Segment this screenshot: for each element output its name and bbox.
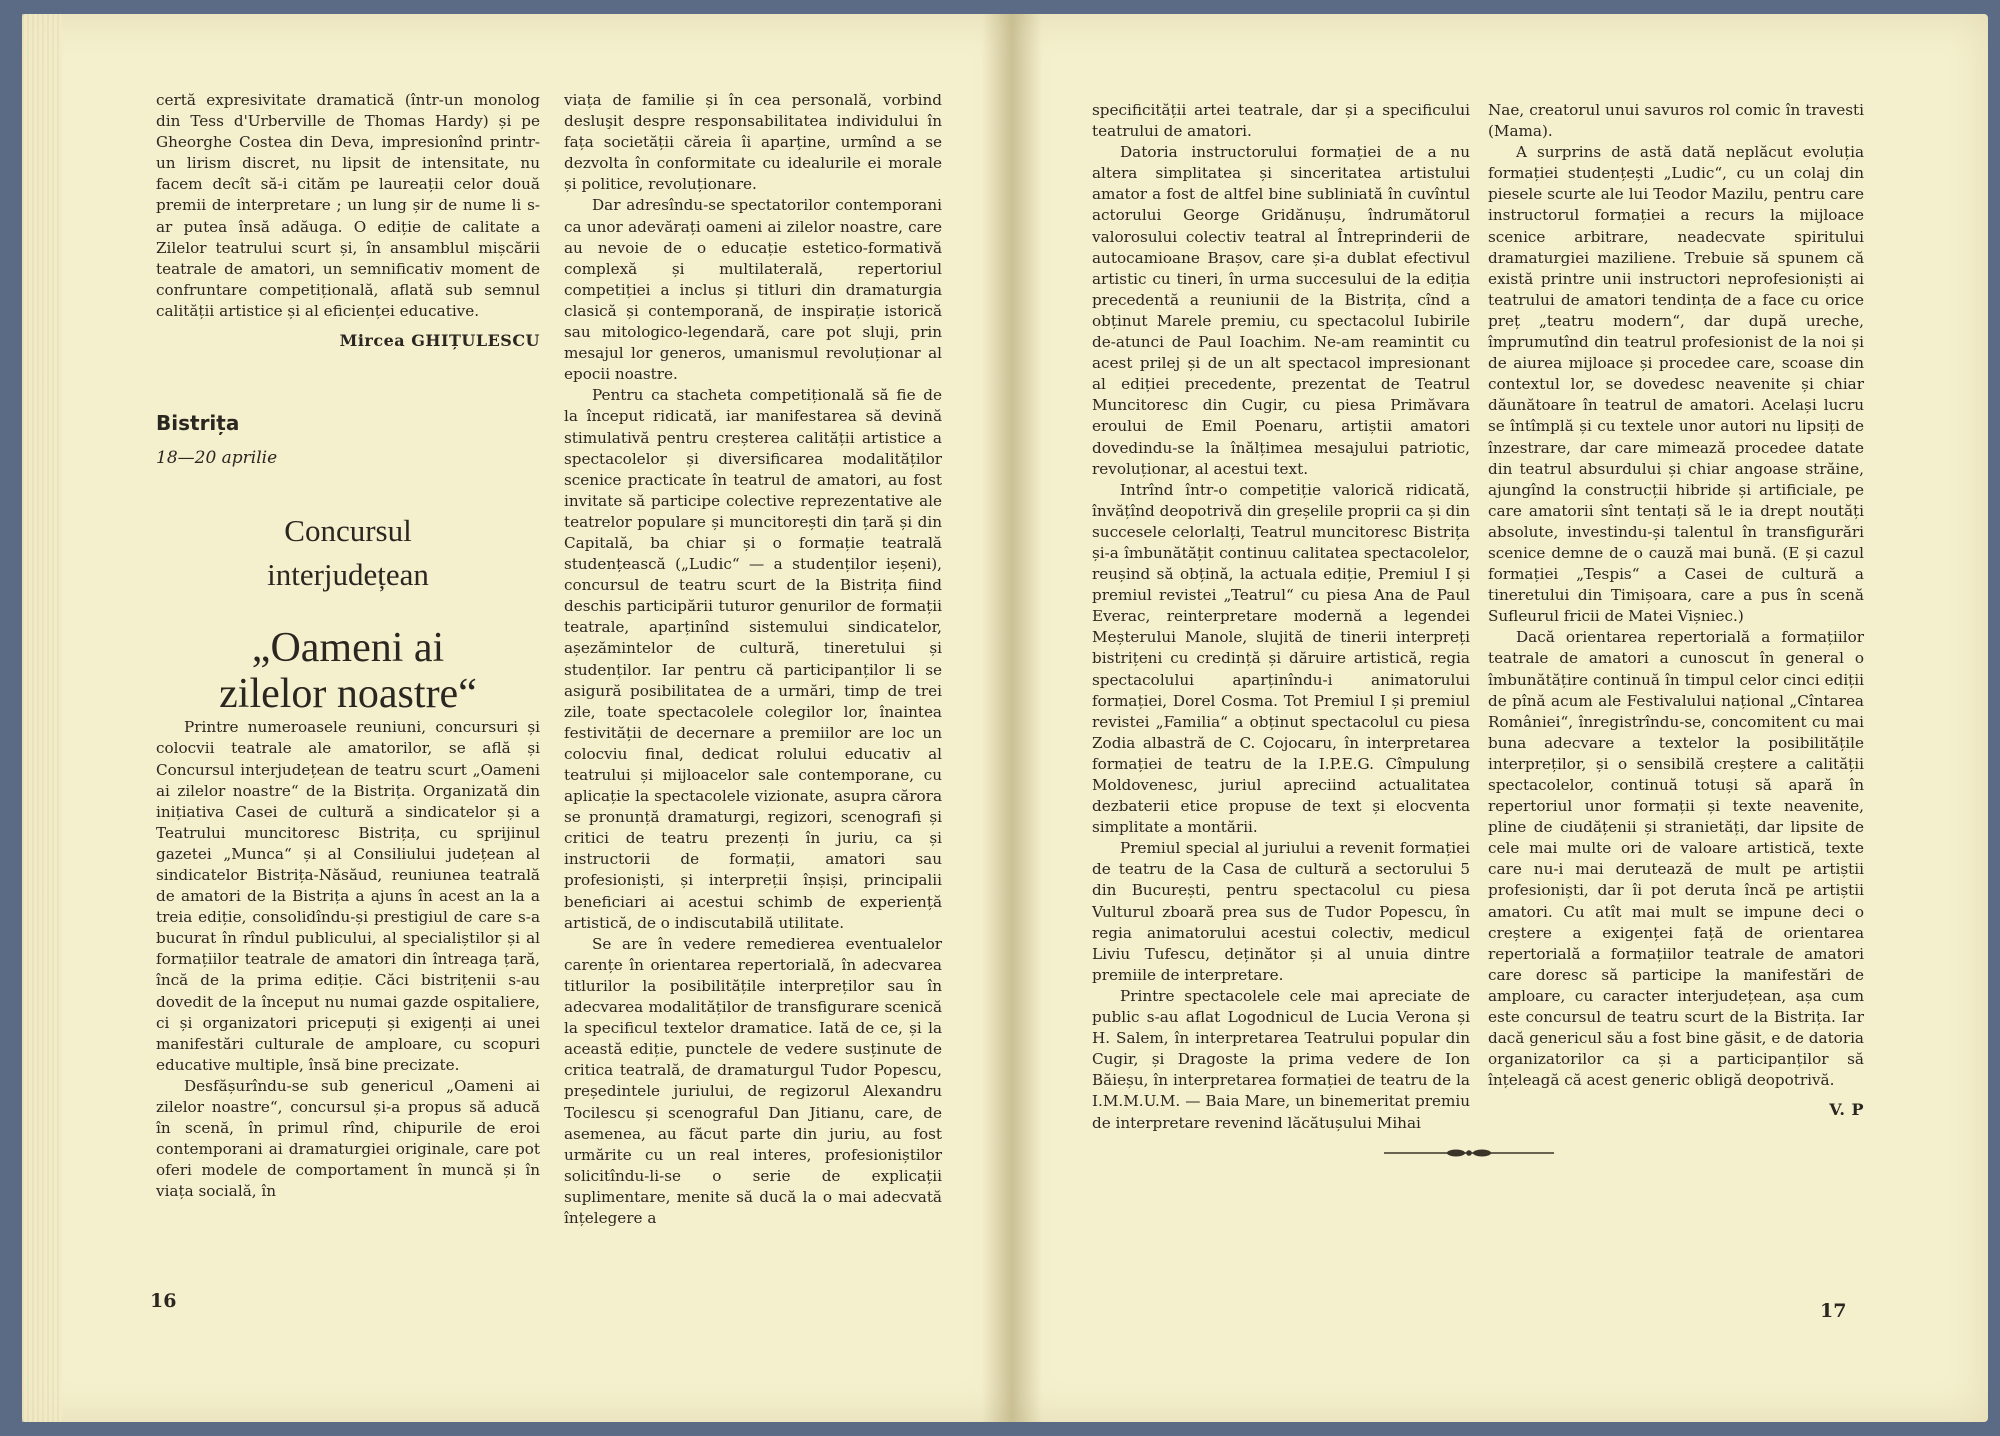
right-page — [1012, 14, 1988, 1422]
article-paragraph: Printre numeroasele reuniuni, concursuri și colocvii teatrale ale amatorilor, se află și Concursul interjudețean de teatru scurt „Oameni ai zilelor noastre“ de la Bistrița. Organizată din inițiativa Casei de cultură a sindicatelor și a Teatrului muncitoresc Bistrița, cu sprijinul gazetei „Munca“ și al Consiliului județean al sindicatelor Bistrița-Năsăud, reuniunea teatrală de amatori de la Bistrița a ajuns în acest an la a treia ediție, consolidîndu-și prestigiul de care s-a bucurat în rîndul publicului, al specialiștilor și al formațiilor teatrale de amatori din întreaga țară, încă de la prima ediție. Căci bistrițenii s-au dovedit de la început nu numai gazde ospitaliere, ci și organizatori pricepuți și exigenți ai unei manifestări culturale de amploare, cu scopuri educative multiple, însă bine precizate. — [156, 718, 540, 1074]
gutter-shadow — [1012, 14, 1042, 1422]
column-2 — [564, 90, 942, 1229]
article-paragraph: Nae, creatorul unui savuros rol comic în travesti (Mama). — [1488, 101, 1864, 141]
article-paragraph: specificității artei teatrale, dar și a specificului teatrului de amatori. — [1092, 101, 1470, 141]
title-line-4: zilelor noastre“ — [219, 671, 477, 718]
article-paragraph: Pentru ca stacheta competițională să fie de la început ridicată, iar manifestarea să devină stimulativă pentru creșterea calității artistice a spectacolelor și diversificarea modalităților scenice practicate în teatrul de amatori, au fost invitate să participe colective reprezentative ale teatrelor populare și muncitorești din țară și din Capitală, ba chiar și o formație teatrală studențească („Ludic“ — a studenților ieșeni), concursul de teatru scurt de la Bistrița fiind deschis participării tuturor genurilor de formații teatrale, aparținînd sistemului sindicatelor, așezămintelor de cultură, tineretului și studenților. Iar pentru că participanților li se asigură posibilitatea de a urmări, timp de trei zile, toate spectacolele colegilor lor, înaintea festivității de decernare a premiilor are loc un colocviu final, dedicat rolului educativ al teatrului și mijloacelor sale contemporane, cu aplicație la spectacolele vizionate, asupra cărora se pronunță dramaturgi, regizori, scenografi și critici de teatru prezenți în juriu, ca și instructorii de formații, amatori sau profesioniști, și interpreții înșiși, principalii beneficiari ai acestui schimb de experiență artistică, de o indiscutabilă utilitate. — [564, 386, 942, 932]
left-page — [22, 14, 1012, 1422]
page-number: 17 — [1820, 1300, 1847, 1322]
article-paragraph: Printre spectacolele cele mai apreciate de public s-au aflat Logodnicul de Lucia Verona și H. Salem, în interpretarea Teatrului popular din Cugir, și Dragoste la prima vedere de Ion Băieșu, în interpretarea formației de teatru de la I.M.M.U.M. — Baia Mare, un binemeritat premiu de interpretare revenind lăcătușului Mihai — [1092, 986, 1470, 1132]
article-paragraph: A surprins de astă dată neplăcut evoluția formației studențești „Ludic“, cu un colaj din piesele scurte ale lui Teodor Mazilu, pentru care instructorul formației a recurs la mijloace scenice arbitrare, neadecvate spiritului dramaturgiei maziliene. Trebuie să spunem că există printre unii instructori neprofesioniști ai teatrului de amatori tendința de a face cu orice preț „teatru modern“, dar după ureche, împrumutînd din teatrul profesionist de la noi și de aiurea mijloace și procedee care, scoase din contextul lor, se dovedesc neavenite și chiar dăunătoare în teatrul de amatori. Același lucru se întîmplă și cu textele unor autori nu lipsiți de înzestrare, dar care mimează procedee datate din teatrul absurdului și chiar angoase străine, ajungînd la construcții hibride și artificiale, pe care amatorii sînt tentați să le ia drept noutăți absolute, investindu-și talentul în transfigurări scenice demne de o cauză mai bună. (E și cazul formației „Tespis“ a Casei de cultură a tineretului din Timișoara, care a pus în scenă Sufleurul fricii de Matei Vișniec.) — [1488, 143, 1864, 626]
title-line-2: interjudețean — [267, 557, 429, 593]
author-signature: Mircea GHIȚULESCU — [339, 331, 540, 351]
title-line-3: „Oameni ai — [251, 625, 445, 672]
section-date: 18—20 aprilie — [156, 448, 278, 469]
article-paragraph: Dacă orientarea repertorială a formațiilor teatrale de amatori a cunoscut în general o îmbunătățire continuă în timpul celor cinci ediții de pînă acum ale Festivalului național „Cîntarea României“, înregistrîndu-se, concomitent cu mai buna adecvare a textelor la posibilitățile interpreților, și o sensibilă creștere a calității spectacolelor, continuă totuși să apară în repertoriul unor formații și texte neavenite, pline de ciudățenii și stranietăți, dar lipsite de cele mai multe ori de valoare artistică, texte care nu-i mai derutează de mult pe artiștii profesioniști, dar îi pot deruta încă pe artiștii amatori. Cu atît mai mult se impune deci o creștere a exigenței față de orientarea repertorială a formațiilor teatrale de amatori care doresc să participe la manifestări de amploare, cu caracter interjudețean, așa cum este concursul de teatru scurt de la Bistrița. Iar dacă genericul său a fost bine găsit, e de datoria organizatorilor ca și a participanților să înțeleagă că acest generic obligă deopotrivă. — [1488, 628, 1864, 1090]
page-number: 16 — [150, 1290, 177, 1312]
article-paragraph: Dar adresîndu-se spectatorilor contemporani ca unor adevărați oameni ai zilelor noastre, care au nevoie de o educație estetico-formativă complexă și multilaterală, repertoriul competiției a inclus și titluri din dramaturgia clasică și contemporană, de inspirație istorică sau mitologico-legendară, care pot sluji, prin mesajul lor generos, umanismul revoluționar al epocii noastre. — [564, 196, 942, 384]
article-paragraph: Desfășurîndu-se sub genericul „Oameni ai zilelor noastre“, concursul și-a propus să aducă în scenă, în primul rînd, chipurile de eroi contemporani ai dramaturgiei originale, care pot oferi modele de comportament în muncă și în viața socială, în — [156, 1076, 540, 1201]
page-edge — [22, 14, 62, 1422]
article-paragraph: Premiul special al juriului a revenit formației de teatru de la Casa de cultură a sectorului 5 din București, pentru spectacolul cu piesa Vulturul zboară prea sus de Tudor Popescu, în regia animatorului acestui colectiv, medicul Liviu Tufescu, deținător și al unuia dintre premiile de interpretare. — [1092, 839, 1470, 984]
section-city-heading: Bistrița — [156, 411, 240, 436]
article-paragraph: Datoria instructorului formației de a nu altera simplitatea și sinceritatea artistului amator a fost de altfel bine subliniată în cuvîntul actorului George Gridănușu, îndrumătorul valorosului colectiv teatral al Întreprinderii de autocamioane Brașov, care și-a dublat efectivul artistic cu tineri, în urma succesului de la ediția precedentă a reuniunii de la Bistrița, cînd a obținut Marele premiu, cu spectacolul Iubirile de-atunci de Paul Ioachim. Ne-am reamintit cu acest prilej și de un alt spectacol impresionant al ediției precedente, prezentat de Teatrul Muncitoresc din Cugir, cu piesa Primăvara eroului de Emil Poenaru, artiștii amatori dovedindu-se la înălțimea mesajului patriotic, revoluționar, al acestui text. — [1092, 143, 1470, 478]
title-line-1: Concursul — [284, 513, 412, 549]
column-4 — [1488, 100, 1864, 1121]
review-ending-paragraph: certă expresivitate dramatică (într-un monolog din Tess d'Urberville de Thomas Hardy) și pe Gheorghe Costea din Deva, impresionînd printr-un lirism discret, nu lipsit de intensitate, nu facem decît să-i cităm pe laureații celor două premii de interpretare ; un lung șir de nume li s-ar putea însă adăuga. O ediție de calitate a Zilelor teatrului scurt și, în ansamblul mișcării teatrale de amatori, un semnificativ moment de confruntare competițională, aflată sub semnul calității artistice și al eficienței educative. — [156, 91, 540, 320]
gutter-shadow — [982, 14, 1012, 1422]
author-signature: V. P — [1829, 1100, 1864, 1120]
column-1 — [156, 90, 540, 1202]
divider-ornament-icon — [1384, 1148, 1554, 1158]
article-paragraph: viața de familie și în cea personală, vorbind desluşit despre responsabilitatea individului în fața societății căreia îi aparține, urmînd a se dezvolta în conformitate cu idealurile ei morale și politice, revoluționare. — [564, 91, 942, 194]
column-3 — [1092, 100, 1470, 1134]
article-title — [156, 509, 540, 717]
article-paragraph: Intrînd într-o competiție valorică ridicată, învățînd deopotrivă din greșelile proprii ca și din succesele celorlalți, Teatrul muncitoresc Bistrița și-a îmbunătățit continuu calitatea spectacolelor, reușind să obțină, la actuala ediție, Premiul I și premiul revistei „Teatrul“ cu piesa Ana de Paul Everac, reinterpretare modernă a legendei Meșterului Manole, slujită de tinerii interpreți bistrițeni cu credință și dăruire artistică, regia spectacolului aparținîndu-i animatorului formației, Dorel Cosma. Tot Premiul I și premiul revistei „Familia“ a obținut spectacolul cu piesa Zodia albastră de C. Cojocaru, în interpretarea formației de teatru de la I.P.E.G. Cîmpulung Moldovenesc, juriul apreciind actualitatea dezbaterii etice propuse de text și elocventa simplitate a montării. — [1092, 480, 1470, 837]
article-paragraph: Se are în vedere remedierea eventualelor carențe în orientarea repertorială, în adecvarea titlurilor la posibilitățile interpreților sau în adecvarea modalităților de transfigurare scenică la specificul textelor dramatice. Iată de ce, și la această ediție, punctele de vedere susținute de critica teatrală, de dramaturgul Tudor Popescu, președintele juriului, de regizorul Alexandru Tocilescu și scenograful Dan Jitianu, care, de asemenea, au făcut parte din juriu, au fost urmărite cu un real interes, profesioniștilor solicitîndu-li-se o serie de explicații suplimentare, menite să ducă la o mai adecvată înțelegere a — [564, 934, 942, 1227]
